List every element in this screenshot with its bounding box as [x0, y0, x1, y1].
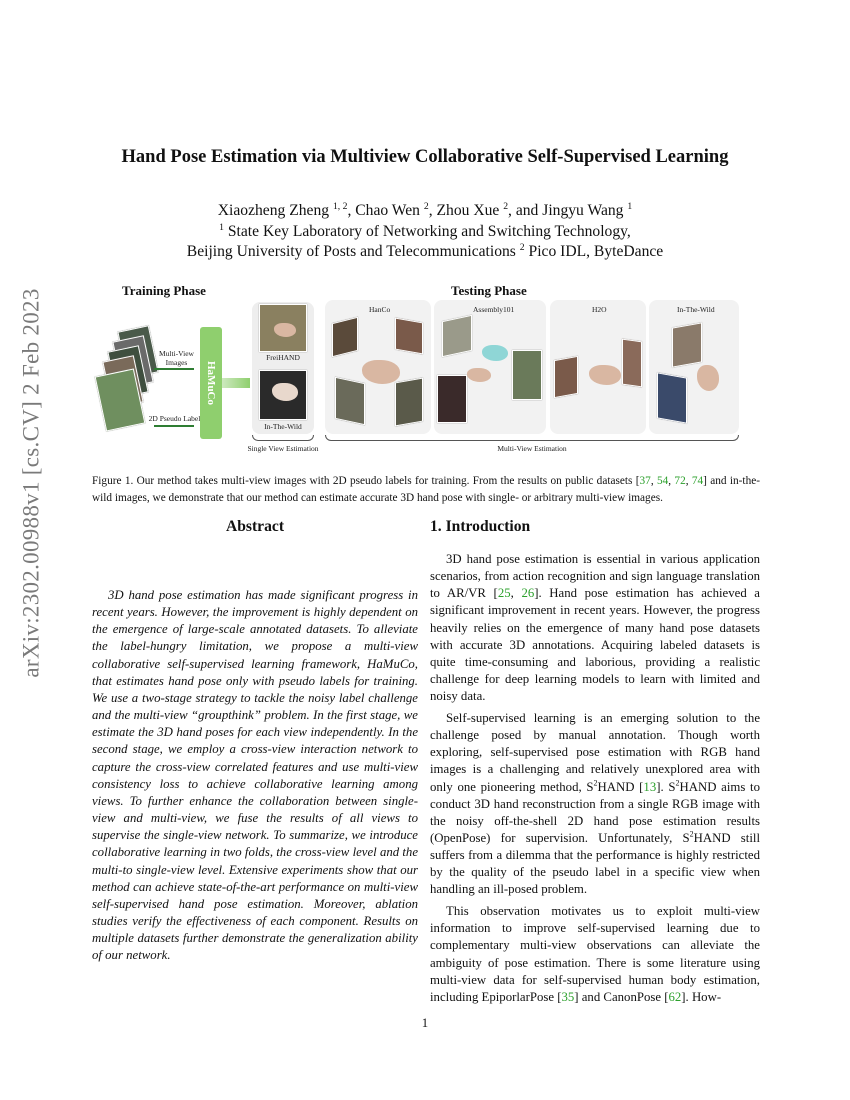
intro-paragraph-1: 3D hand pose estimation is essential in various application scenarios, from action recognition and sign language translation to AR/VR [25, 26]. Hand pose estimation has achieved a significant improvement in recent years. However, the progress heavily relies on the emergence of many hand pose datasets with accurate 3D annotations. Acquiring labeled datasets is quite time-consuming and laborious, providing a realistic challenge for deep learning models to learn with limited and noisy data.	[430, 552, 760, 704]
in-the-wild-small-label: In-The-Wild	[264, 422, 302, 431]
paper-title: Hand Pose Estimation via Multiview Collaborative Self-Supervised Learning	[121, 147, 729, 167]
citation-link[interactable]: 72	[674, 475, 686, 487]
in-the-wild-image	[259, 370, 307, 420]
single-view-brace	[252, 435, 314, 441]
figure-1	[92, 280, 760, 462]
page-number: 1	[421, 1016, 429, 1030]
affiliation-line-1: $^1$ State Key Laboratory of Networking and Switching Technology,	[219, 221, 631, 240]
figure-caption: Figure 1. Our method takes multi-view images with 2D pseudo labels for training. From the results on public datasets [37, 54, 72, 74] and in-the-wild images, we demonstrate that our method can estimate accurate 3D hand pose with single- or arbitrary multi-view images.	[92, 475, 760, 504]
author-affiliation: 1, 2	[332, 200, 348, 212]
hand-mesh	[589, 365, 621, 385]
hand-mesh	[467, 368, 491, 382]
arrow-line	[154, 368, 194, 370]
hamuco-block	[200, 327, 222, 439]
citation-link[interactable]: 37	[639, 475, 651, 487]
author-list: Xiaozheng Zheng $^{1, 2}$, Chao Wen $^2$, Zhou Xue $^2$, and Jingyu Wang $^1$	[217, 200, 633, 219]
author-name: Jingyu Wang	[542, 202, 624, 219]
assembly-label: Assembly101	[473, 305, 515, 314]
citation-link[interactable]: 54	[656, 475, 669, 487]
freihand-image	[259, 304, 307, 352]
citation-link[interactable]: 62	[668, 989, 682, 1004]
multi-view-images-label: Multi-View Images	[159, 349, 194, 367]
intro-heading: 1. Introduction	[430, 518, 531, 535]
multi-view-label: Multi-View Estimation	[497, 444, 567, 453]
citation-link[interactable]: 35	[561, 989, 575, 1004]
author-affiliation: 2	[423, 200, 429, 212]
author-name: Xiaozheng Zheng	[217, 202, 330, 219]
intro-paragraph-3: This observation motivates us to exploit multi-view information to improve self-supervised learning due to complementary multi-view observations can alleviate the ambiguity of pose estimation. There is some literature using multi-view data for self-supervised human body estimation, including EpiporlarPose [35] and CanonPose [62]. How-	[430, 904, 760, 1004]
author-affiliation: 2	[503, 200, 509, 212]
freihand-label: FreiHAND	[266, 353, 300, 362]
single-view-label: Single View Estimation	[247, 444, 319, 453]
output-arrow	[222, 378, 250, 388]
hand-mesh	[482, 345, 508, 361]
intro-paragraph-2: Self-supervised learning is an emerging solution to the challenge posed by manual annotation. Though worth exploring, self-supervised pose estimation with RGB hand images is a challenging and relatively unexplored area with only one pioneering method, $S^2HAND$ [13]. $S^2HAND$ aims to conduct 3D hand reconstruction from a single RGB image with the noisy off-the-shell 2D hand pose estimation results (OpenPose) for supervision. Unfortunately, $S^2HAND$ still suffers from a dilemma that the performance is highly restricted by the quality of the pseudo label in a specific view when handling an ill-posed problem.	[430, 710, 761, 897]
intro-body	[430, 551, 760, 1011]
affiliation-line-2: Beijing University of Posts and Telecommunications $^2$ Pico IDL, ByteDance	[186, 241, 664, 260]
hanco-label: HanCo	[369, 305, 391, 314]
arxiv-identifier	[10, 287, 54, 678]
in-the-wild-label: In-The-Wild	[677, 305, 715, 314]
author-block	[0, 201, 850, 263]
testing-phase-label: Testing Phase	[451, 283, 527, 298]
citation-link[interactable]: 74	[691, 475, 704, 487]
arxiv-identifier-text: arXiv:2302.00988v1 [cs.CV] 2 Feb 2023	[19, 287, 45, 678]
pseudo-label-label: 2D Pseudo Label	[148, 414, 201, 423]
author-name: Chao Wen	[355, 202, 420, 219]
hand-mesh	[362, 360, 400, 384]
citation-link[interactable]: 25	[497, 586, 511, 601]
hand-mesh	[697, 365, 719, 391]
h2o-label: H2O	[592, 305, 607, 314]
multi-view-brace	[325, 435, 739, 441]
citation-link[interactable]: 13	[643, 779, 657, 794]
citation-link[interactable]: 26	[521, 586, 535, 601]
hamuco-label: HaMuCo	[205, 361, 217, 405]
abstract-heading: Abstract	[225, 518, 285, 535]
author-affiliation: 1	[627, 200, 633, 212]
abstract-body: 3D hand pose estimation has made significant progress in recent years. However, the improvement is highly dependent on the emergence of large-scale annotated datasets. To alleviate the label-hungry limitation, we propose a multi-view collaborative self-supervised learning framework, HaMuCo, that estimates hand pose only with pseudo labels for training. We use a two-stage strategy to tackle the noisy label challenge and the multi-view “groupthink” problem. In the first stage, we estimate the 3D hand poses for each view independently. In the second stage, we employ a cross-view interaction network to capture the cross-view correlated features and use multi-view consistency loss to achieve collaborative learning among views. To further enhance the collaboration between single-view and multi-view, we fuse the results of all views to supervise the single-view network. To summarize, we introduce collaborative learning in two folds, the cross-view level and the multi-to single-view level. Extensive experiments show that our method can achieve state-of-the-art performance on multi-view self-supervised hand pose estimation. Moreover, ablation studies verify the effectiveness of each component. Results on multiple datasets further demonstrate the generalization ability of our network.	[92, 588, 418, 963]
training-phase-label: Training Phase	[122, 283, 206, 298]
author-name: Zhou Xue	[436, 202, 500, 219]
arrow-line	[154, 425, 194, 427]
